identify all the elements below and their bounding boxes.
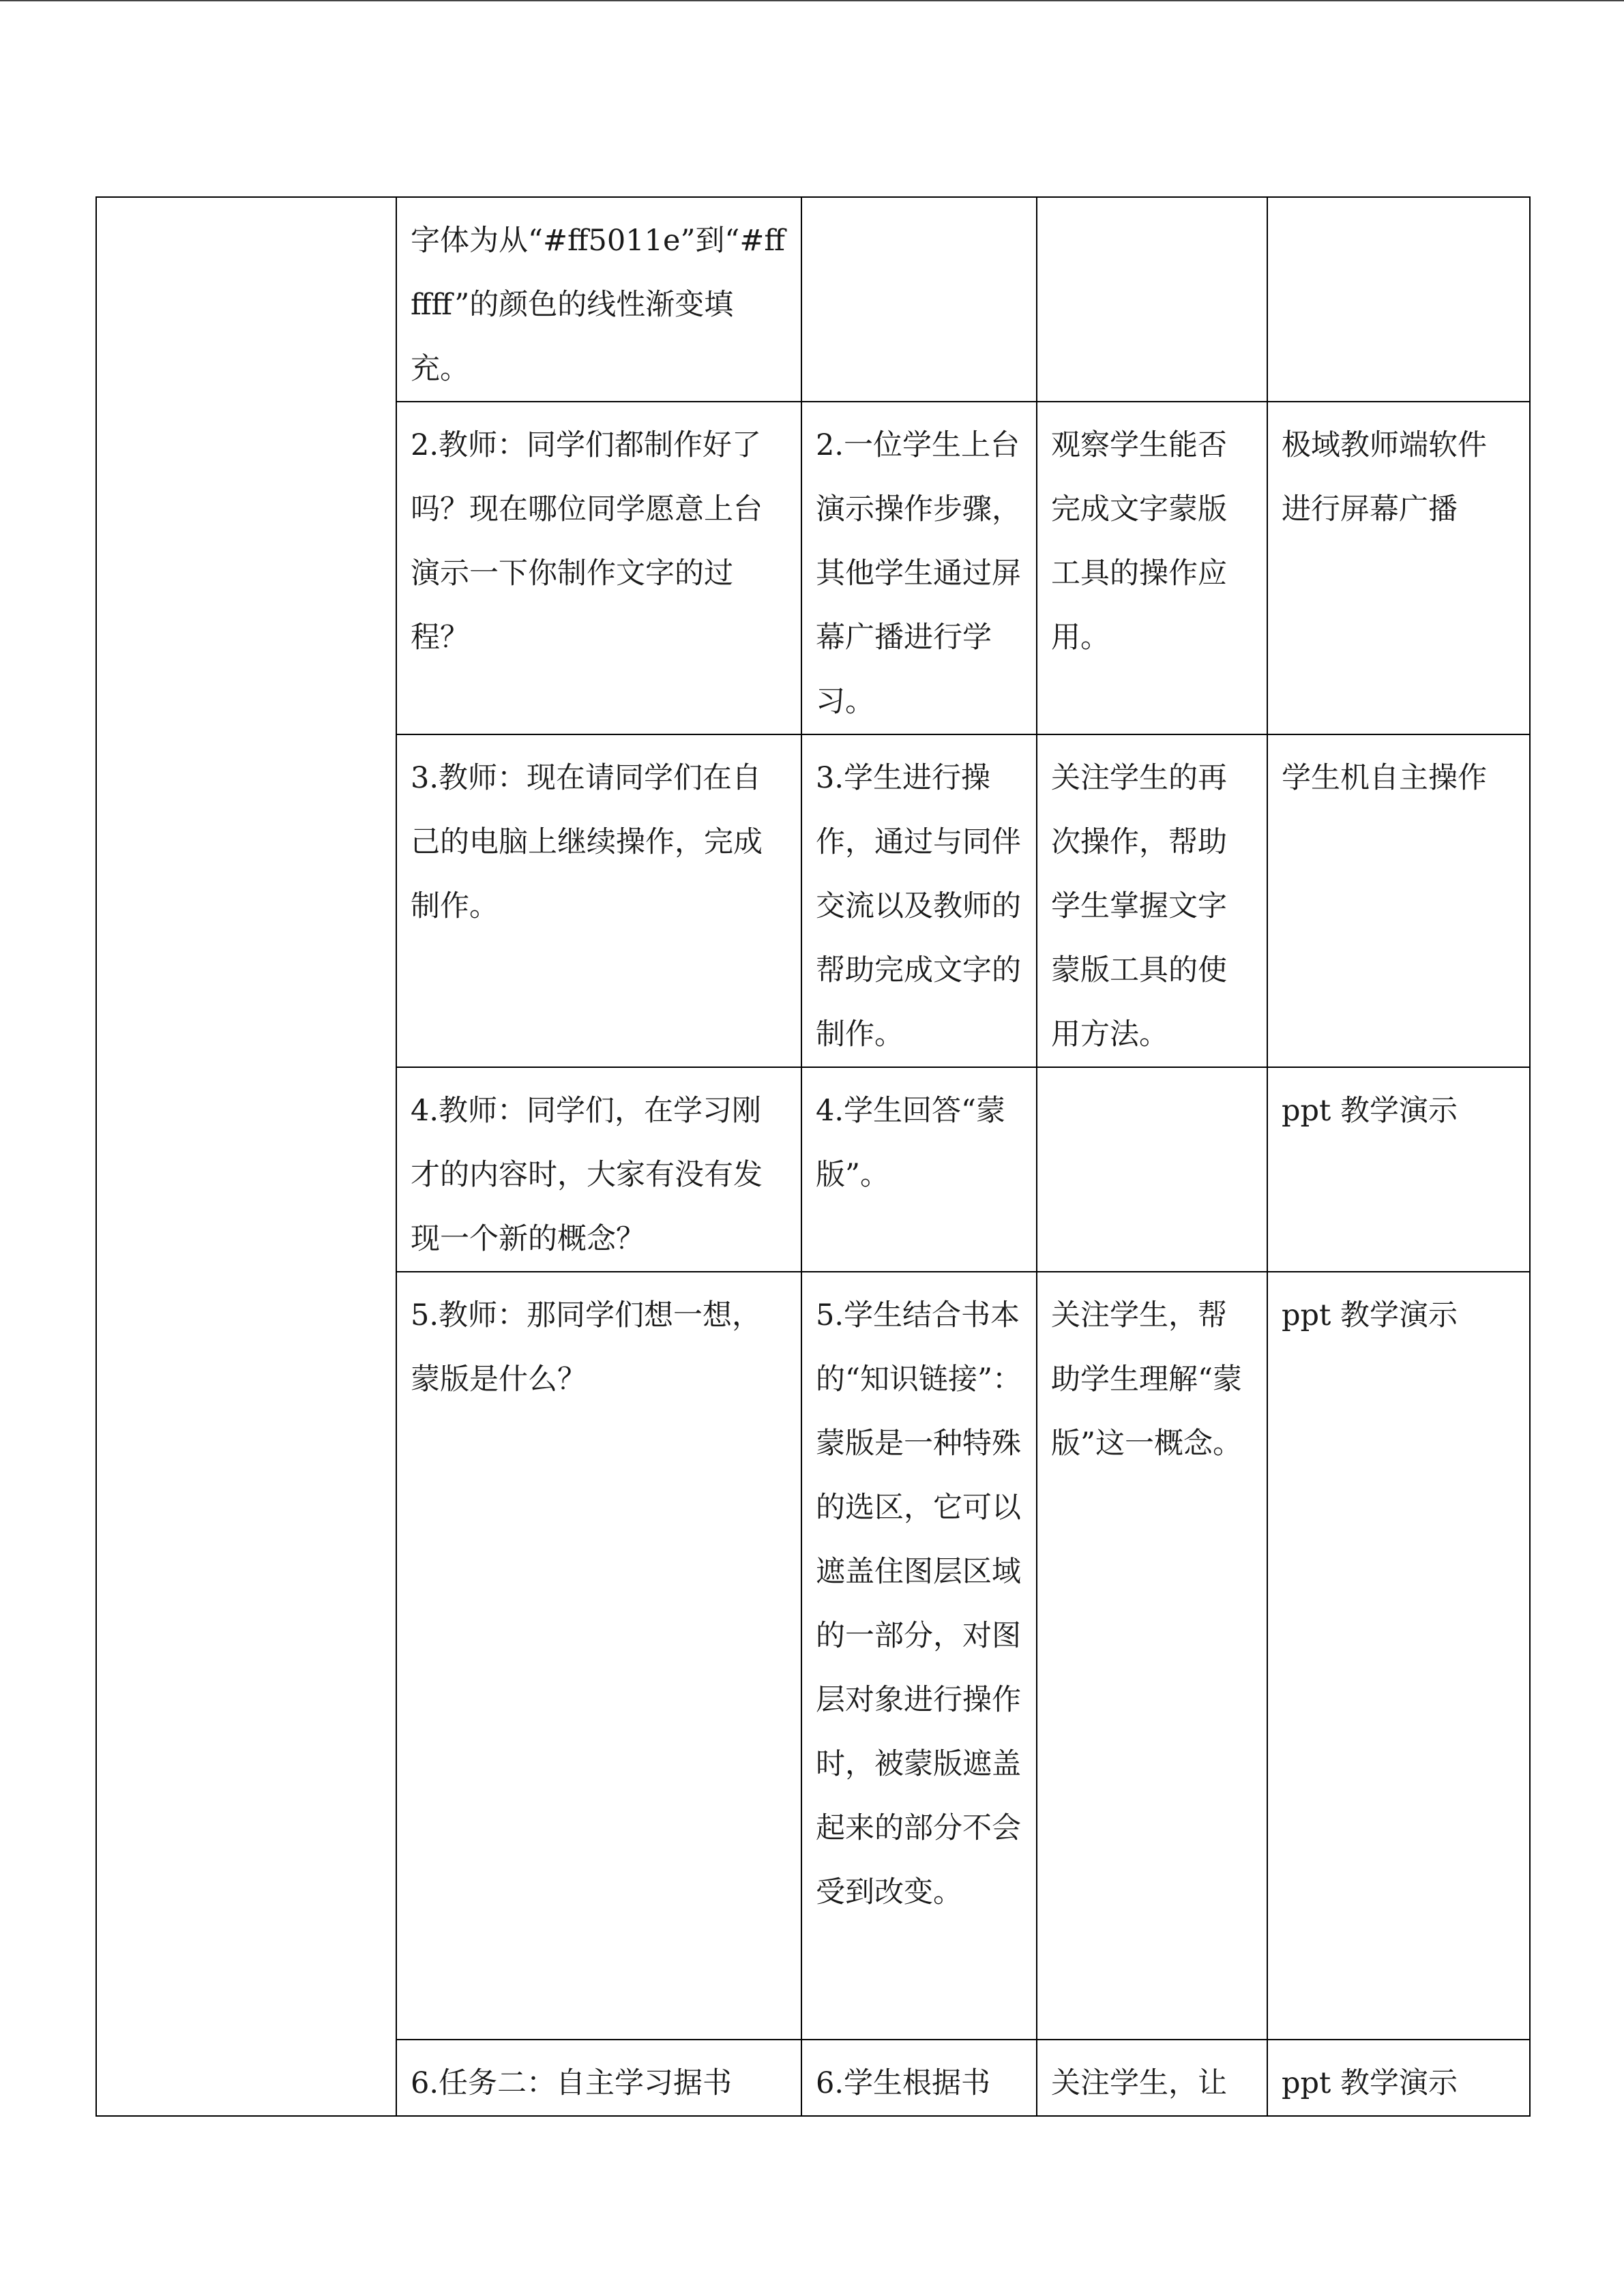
student-activity-cell: 2.一位学生上台演示操作步骤，其他学生通过屏幕广播进行学习。 <box>801 402 1037 734</box>
design-intent-cell: 关注学生的再次操作，帮助学生掌握文字蒙版工具的使用方法。 <box>1037 734 1267 1067</box>
media-cell: 极域教师端软件进行屏幕广播 <box>1267 402 1530 734</box>
table-row <box>96 197 1530 402</box>
design-intent-cell <box>1037 197 1267 402</box>
lesson-plan-table <box>95 196 1531 2117</box>
media-cell: ppt 教学演示 <box>1267 2040 1530 2116</box>
student-activity-cell <box>801 197 1037 402</box>
stage-cell <box>96 197 396 2116</box>
student-activity-cell: 5.学生结合书本的“知识链接”：蒙版是一种特殊的选区，它可以遮盖住图层区域的一部分，对图层对象进行操作时，被蒙版遮盖起来的部分不会受到改变。 <box>801 1272 1037 2040</box>
student-activity-cell: 6.学生根据书 <box>801 2040 1037 2116</box>
teacher-activity-cell: 4.教师：同学们，在学习刚才的内容时，大家有没有发现一个新的概念？ <box>396 1067 801 1272</box>
teacher-activity-cell: 5.教师：那同学们想一想，蒙版是什么？ <box>396 1272 801 2040</box>
design-intent-cell: 观察学生能否完成文字蒙版工具的操作应用。 <box>1037 402 1267 734</box>
media-cell: 学生机自主操作 <box>1267 734 1530 1067</box>
media-cell <box>1267 197 1530 402</box>
student-activity-cell: 3.学生进行操作，通过与同伴交流以及教师的帮助完成文字的制作。 <box>801 734 1037 1067</box>
media-cell: ppt 教学演示 <box>1267 1067 1530 1272</box>
design-intent-cell: 关注学生，帮助学生理解“蒙版”这一概念。 <box>1037 1272 1267 2040</box>
media-cell: ppt 教学演示 <box>1267 1272 1530 2040</box>
student-activity-cell: 4.学生回答“蒙版”。 <box>801 1067 1037 1272</box>
design-intent-cell: 关注学生，让 <box>1037 2040 1267 2116</box>
teacher-activity-cell: 2.教师：同学们都制作好了吗？现在哪位同学愿意上台演示一下你制作文字的过程？ <box>396 402 801 734</box>
teacher-activity-cell: 6.任务二：自主学习据书 <box>396 2040 801 2116</box>
teacher-activity-cell: 字体为从“#ff5011e”到“#ffffff”的颜色的线性渐变填充。 <box>396 197 801 402</box>
teacher-activity-cell: 3.教师：现在请同学们在自己的电脑上继续操作，完成制作。 <box>396 734 801 1067</box>
design-intent-cell <box>1037 1067 1267 1272</box>
page-top-border <box>0 0 1624 1</box>
